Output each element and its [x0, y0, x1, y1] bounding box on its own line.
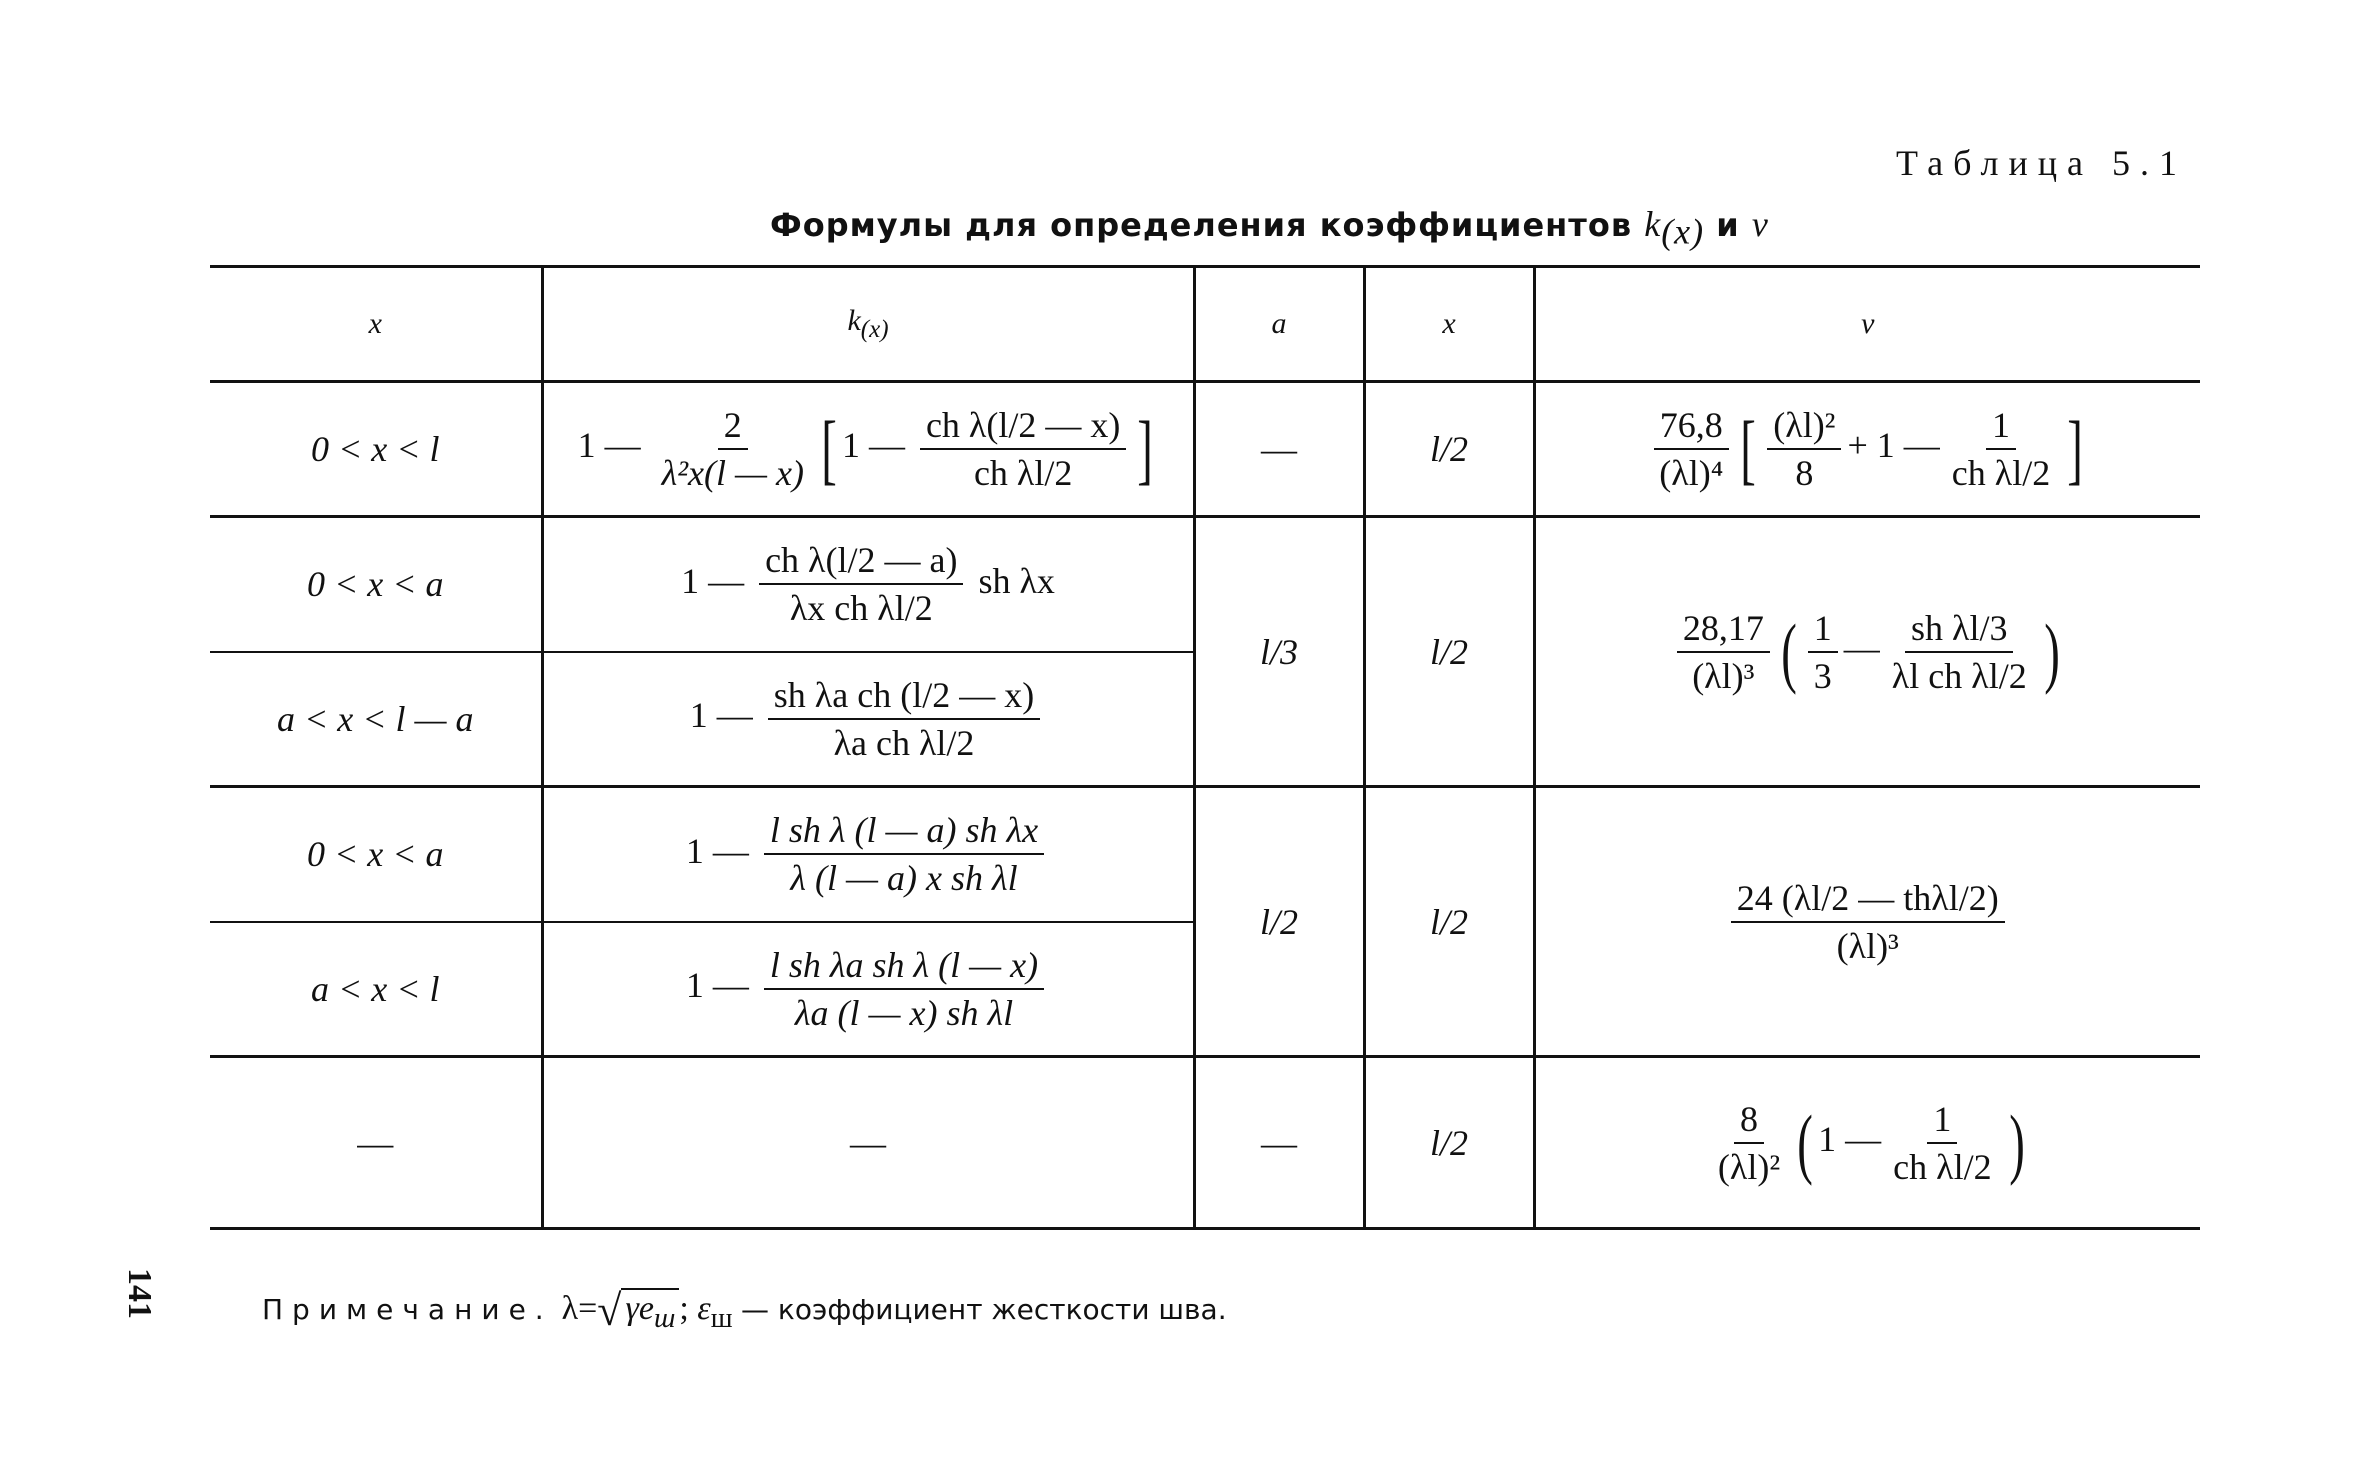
cell-x: — [210, 1057, 542, 1229]
numerator: sh λa ch (l/2 — x) [768, 674, 1040, 720]
cell-a: — [1194, 382, 1364, 517]
k-prefix: 1 — [685, 830, 749, 871]
k-prefix: 1 — [689, 695, 753, 736]
left-bracket: [ [821, 405, 837, 492]
epsilon-subscript: ш [710, 1302, 733, 1334]
denominator: λ (l — a) x sh λl [790, 858, 1018, 899]
table-title [770, 203, 1769, 252]
note-radicand [621, 1288, 679, 1334]
numerator: 1 [1808, 607, 1838, 653]
fraction [1677, 607, 1770, 697]
numerator: 24 (λl/2 — thλl/2) [1731, 877, 2005, 923]
radicand-subscript: ш [653, 1302, 676, 1334]
cell-nu-formula [1534, 382, 2200, 517]
left-bracket: [ [1740, 405, 1757, 492]
denominator: (λl)³ [1692, 655, 1755, 696]
denominator: (λl)² [1717, 1146, 1781, 1187]
fraction [1653, 404, 1729, 494]
title-conjunction: и [1716, 206, 1740, 244]
cell-nu-formula [1534, 787, 2200, 1057]
cell-k-formula [542, 787, 1194, 922]
k-prefix: 1 — [681, 560, 745, 601]
table-row [210, 1057, 2200, 1229]
cell-nu-formula [1534, 1057, 2200, 1229]
cell-a: l/3 [1194, 517, 1364, 787]
denominator: (λl)³ [1836, 925, 1899, 966]
cell-k-formula [542, 517, 1194, 652]
denominator: (λl)⁴ [1659, 453, 1724, 493]
denominator: λx ch λl/2 [789, 588, 933, 629]
cell-k-formula: — [542, 1057, 1194, 1229]
right-bracket: ] [2067, 405, 2084, 492]
header-k-subscript: (x) [860, 316, 889, 343]
table-caption: Таблица 5.1 [1896, 143, 2187, 183]
radicand-base: γe [625, 1290, 654, 1327]
header-nu: ν [1534, 267, 2200, 382]
page-number: 141 [121, 1268, 158, 1319]
numerator: 28,17 [1677, 607, 1770, 653]
fraction [764, 944, 1044, 1034]
denominator: λ²x(l — x) [661, 453, 804, 493]
numerator: 1 [1927, 1098, 1957, 1144]
denominator: ch λl/2 [1951, 453, 2051, 493]
k-suffix: sh λx [978, 560, 1055, 601]
header-k-symbol: k [847, 304, 861, 337]
formula-table [210, 265, 2200, 1230]
numerator: sh λl/3 [1905, 607, 2013, 653]
note-formula [561, 1286, 741, 1335]
numerator: 2 [718, 404, 748, 450]
cell-x2: l/2 [1364, 517, 1534, 787]
nu-inner-prefix: 1 — [1818, 1118, 1882, 1159]
denominator: λa ch λl/2 [833, 722, 975, 763]
k-prefix: 1 — [685, 965, 749, 1006]
nu-middle: + 1 — [1847, 425, 1940, 466]
cell-x2: l/2 [1364, 382, 1534, 517]
right-paren: ) [2043, 607, 2060, 695]
left-paren: ( [1781, 607, 1797, 695]
header-k [542, 267, 1194, 382]
cell-x: 0 < x < a [210, 787, 542, 922]
left-paren: ( [1797, 1098, 1813, 1186]
note-lambda: λ= [561, 1290, 598, 1327]
cell-x: a < x < l [210, 922, 542, 1057]
fraction [656, 404, 810, 494]
denominator: λl ch λl/2 [1891, 655, 2027, 696]
note-separator: ; [679, 1290, 689, 1327]
cell-x: a < x < l — a [210, 652, 542, 787]
header-a: a [1194, 267, 1364, 382]
cell-x2: l/2 [1364, 1057, 1534, 1229]
numerator: 76,8 [1654, 404, 1729, 450]
k-inner-prefix: 1 — [841, 425, 905, 466]
cell-k-formula [542, 922, 1194, 1057]
k-prefix: 1 — [577, 425, 641, 466]
denominator: λa (l — x) sh λl [794, 992, 1014, 1033]
cell-x: 0 < x < l [210, 382, 542, 517]
note-label: Примечание. [262, 1293, 553, 1326]
denominator: ch λl/2 [973, 453, 1073, 493]
cell-a: — [1194, 1057, 1364, 1229]
header-x2: x [1364, 267, 1534, 382]
cell-x: 0 < x < a [210, 517, 542, 652]
header-x: x [210, 267, 542, 382]
table-note [262, 1285, 1227, 1336]
numerator: (λl)² [1767, 404, 1841, 450]
cell-a: l/2 [1194, 787, 1364, 1057]
fraction [759, 539, 963, 629]
fraction [1946, 404, 2056, 494]
sqrt-icon: √ [597, 1286, 622, 1335]
table-row [210, 382, 2200, 517]
denominator: 3 [1813, 655, 1832, 696]
note-epsilon: ε [697, 1290, 711, 1327]
note-text: — коэффициент жесткости шва. [741, 1293, 1227, 1326]
right-bracket: ] [1137, 405, 1154, 492]
table-row [210, 787, 2200, 922]
title-k-subscript: (x) [1661, 211, 1705, 252]
nu-middle: — [1843, 627, 1880, 668]
cell-nu-formula [1534, 517, 2200, 787]
fraction [1731, 877, 2005, 967]
fraction [764, 809, 1044, 899]
table-row [210, 517, 2200, 652]
cell-k-formula [542, 652, 1194, 787]
denominator: ch λl/2 [1893, 1146, 1992, 1187]
fraction [1767, 404, 1841, 494]
title-text: Формулы для определения коэффициентов [770, 206, 1633, 244]
title-k-symbol: k [1644, 204, 1662, 244]
fraction [920, 404, 1126, 494]
fraction [768, 674, 1040, 764]
numerator: ch λ(l/2 — a) [759, 539, 963, 585]
numerator: ch λ(l/2 — x) [920, 404, 1126, 450]
fraction [1887, 1098, 1997, 1188]
header-row [210, 267, 2200, 382]
title-nu-symbol: ν [1751, 204, 1769, 244]
numerator: l sh λ (l — a) sh λx [764, 809, 1044, 855]
fraction [1886, 607, 2033, 697]
numerator: 8 [1734, 1098, 1764, 1144]
cell-x2: l/2 [1364, 787, 1534, 1057]
fraction [1808, 607, 1838, 697]
cell-k-formula [542, 382, 1194, 517]
right-paren: ) [2008, 1098, 2025, 1186]
numerator: l sh λa sh λ (l — x) [764, 944, 1044, 990]
denominator: 8 [1795, 453, 1814, 493]
fraction [1712, 1098, 1786, 1188]
numerator: 1 [1986, 404, 2016, 450]
